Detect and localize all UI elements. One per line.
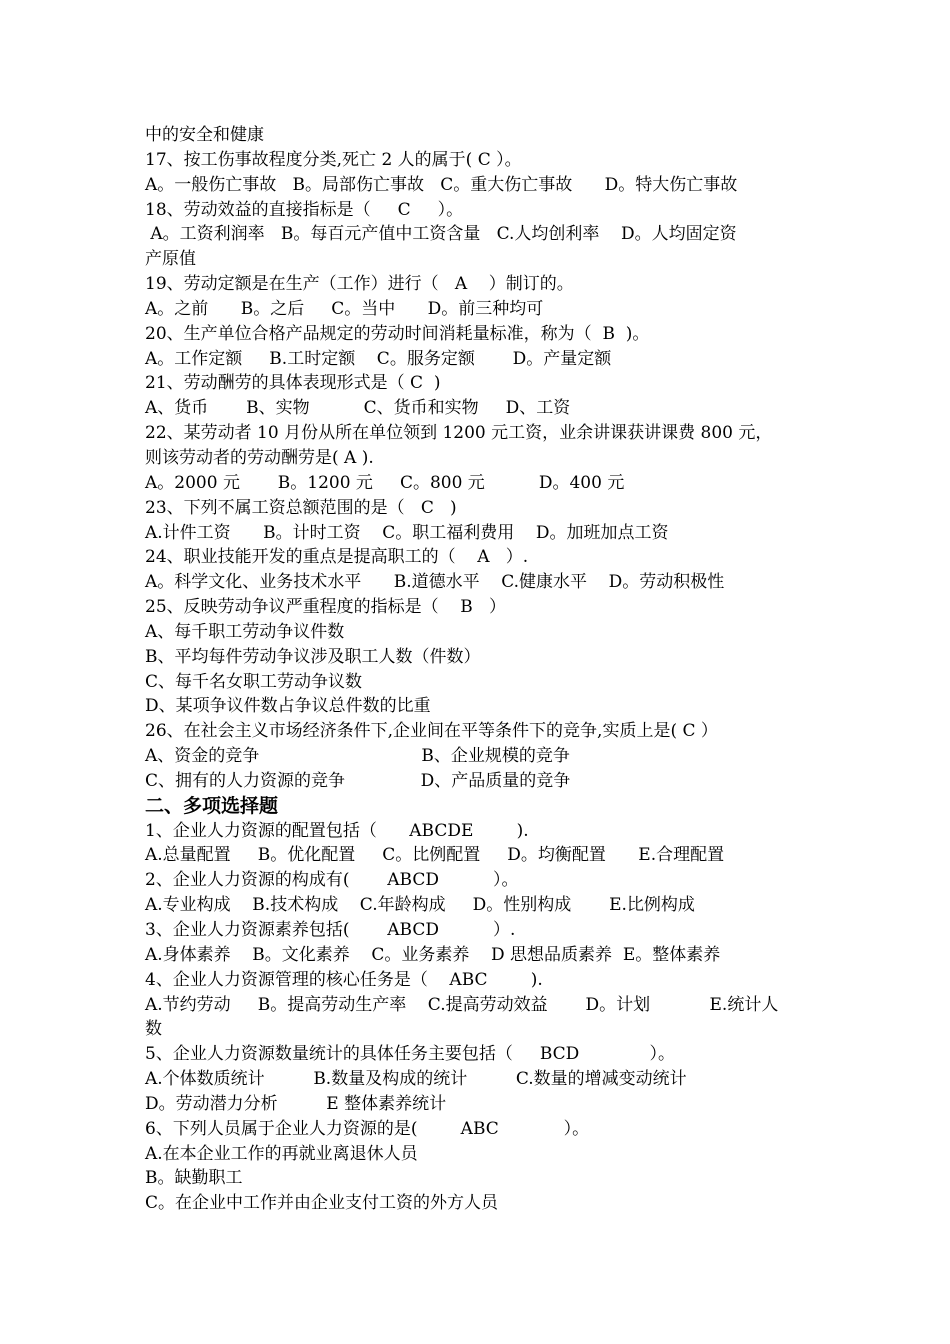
- multi-question-3: 3、企业人力资源素养包括( ABCD ）.: [145, 920, 516, 940]
- multi-options-5-abc: A.个体数质统计 B.数量及构成的统计 C.数量的增减变动统计: [145, 1069, 687, 1090]
- option-25-d: D、某项争议件数占争议总件数的比重: [145, 696, 431, 717]
- options-22: A。2000 元 B。1200 元 C。800 元 D。400 元: [145, 472, 625, 493]
- options-18-continued: 产原值: [145, 249, 196, 270]
- question-21: 21、劳动酬劳的具体表现形式是（ C ): [145, 373, 441, 394]
- options-26-cd: C、拥有的人力资源的竞争 D、产品质量的竞争: [145, 770, 571, 791]
- options-23: A.计件工资 B。计时工资 C。职工福利费用 D。加班加点工资: [145, 522, 669, 543]
- multi-option-6-a: A.在本企业工作的再就业离退休人员: [145, 1143, 418, 1164]
- options-20: A。工作定额 B.工时定额 C。服务定额 D。产量定额: [145, 348, 612, 369]
- multi-question-6: 6、下列人员属于企业人力资源的是( ABC ）。: [145, 1118, 590, 1139]
- question-25: 25、反映劳动争议严重程度的指标是（ B ）: [145, 597, 506, 618]
- multi-option-6-c: C。在企业中工作并由企业支付工资的外方人员: [145, 1193, 499, 1214]
- document-page: [145, 123, 825, 1216]
- multi-options-5-de: D。劳动潜力分析 E 整体素养统计: [145, 1093, 447, 1114]
- question-24: 24、职业技能开发的重点是提高职工的（ A ）.: [145, 547, 529, 568]
- question-17: 17、按工伤事故程度分类,死亡 2 人的属于( C ）。: [145, 149, 522, 170]
- multi-option-6-b: B。缺勤职工: [145, 1168, 243, 1189]
- section-heading: 二、多项选择题: [145, 794, 279, 817]
- question-19: 19、劳动定额是在生产（工作）进行（ A ）制订的。: [145, 274, 574, 295]
- multi-question-2: 2、企业人力资源的构成有( ABCD ）。: [145, 870, 519, 891]
- options-21: A、货币 B、实物 C、货币和实物 D、工资: [145, 398, 571, 419]
- question-22: 22、某劳动者 10 月份从所在单位领到 1200 元工资，业余讲课获讲课费 800 元，: [145, 423, 773, 444]
- multi-options-4-continued: 数: [145, 1019, 162, 1040]
- multi-options-1: A.总量配置 B。优化配置 C。比例配置 D。均衡配置 E.合理配置: [145, 845, 725, 866]
- multi-question-4: 4、企业人力资源管理的核心任务是（ ABC ).: [145, 969, 543, 990]
- multi-options-3: A.身体素养 B。文化素养 C。业务素养 D 思想品质素养 E。整体素养: [145, 944, 721, 965]
- multi-options-2: A.专业构成 B.技术构成 C.年龄构成 D。性别构成 E.比例构成: [145, 895, 695, 916]
- option-25-c: C、每千名女职工劳动争议数: [145, 671, 363, 692]
- multi-question-5: 5、企业人力资源数量统计的具体任务主要包括（ BCD ）。: [145, 1044, 676, 1065]
- text-line: 中的安全和健康: [145, 125, 264, 145]
- question-20: 20、生产单位合格产品规定的劳动时间消耗量标准，称为（ B )。: [145, 323, 650, 344]
- options-19: A。之前 B。之后 C。当中 D。前三种均可: [145, 298, 544, 319]
- multi-question-1: 1、企业人力资源的配置包括（ ABCDE ).: [145, 820, 529, 841]
- options-17: A。一般伤亡事故 B。局部伤亡事故 C。重大伤亡事故 D。特大伤亡事故: [145, 174, 738, 195]
- options-24: A。科学文化、业务技术水平 B.道德水平 C.健康水平 D。劳动积极性: [145, 572, 725, 593]
- option-25-a: A、每千职工劳动争议件数: [145, 621, 345, 642]
- multi-options-4: A.节约劳动 B。提高劳动生产率 C.提高劳动效益 D。计划 E.统计人: [145, 994, 779, 1015]
- option-25-b: B、平均每件劳动争议涉及职工人数（件数）: [145, 646, 481, 667]
- options-18: A。工资利润率 B。每百元产值中工资含量 C.人均创利率 D。人均固定资: [145, 224, 737, 245]
- question-22-continued: 则该劳动者的劳动酬劳是( A ).: [145, 447, 374, 468]
- options-26-ab: A、资金的竞争 B、企业规模的竞争: [145, 746, 570, 767]
- question-23: 23、下列不属工资总额范围的是（ C ): [145, 497, 457, 518]
- question-18: 18、劳动效益的直接指标是（ C ）。: [145, 199, 464, 220]
- question-26: 26、在社会主义市场经济条件下,企业间在平等条件下的竞争,实质上是( C ）: [145, 721, 718, 742]
